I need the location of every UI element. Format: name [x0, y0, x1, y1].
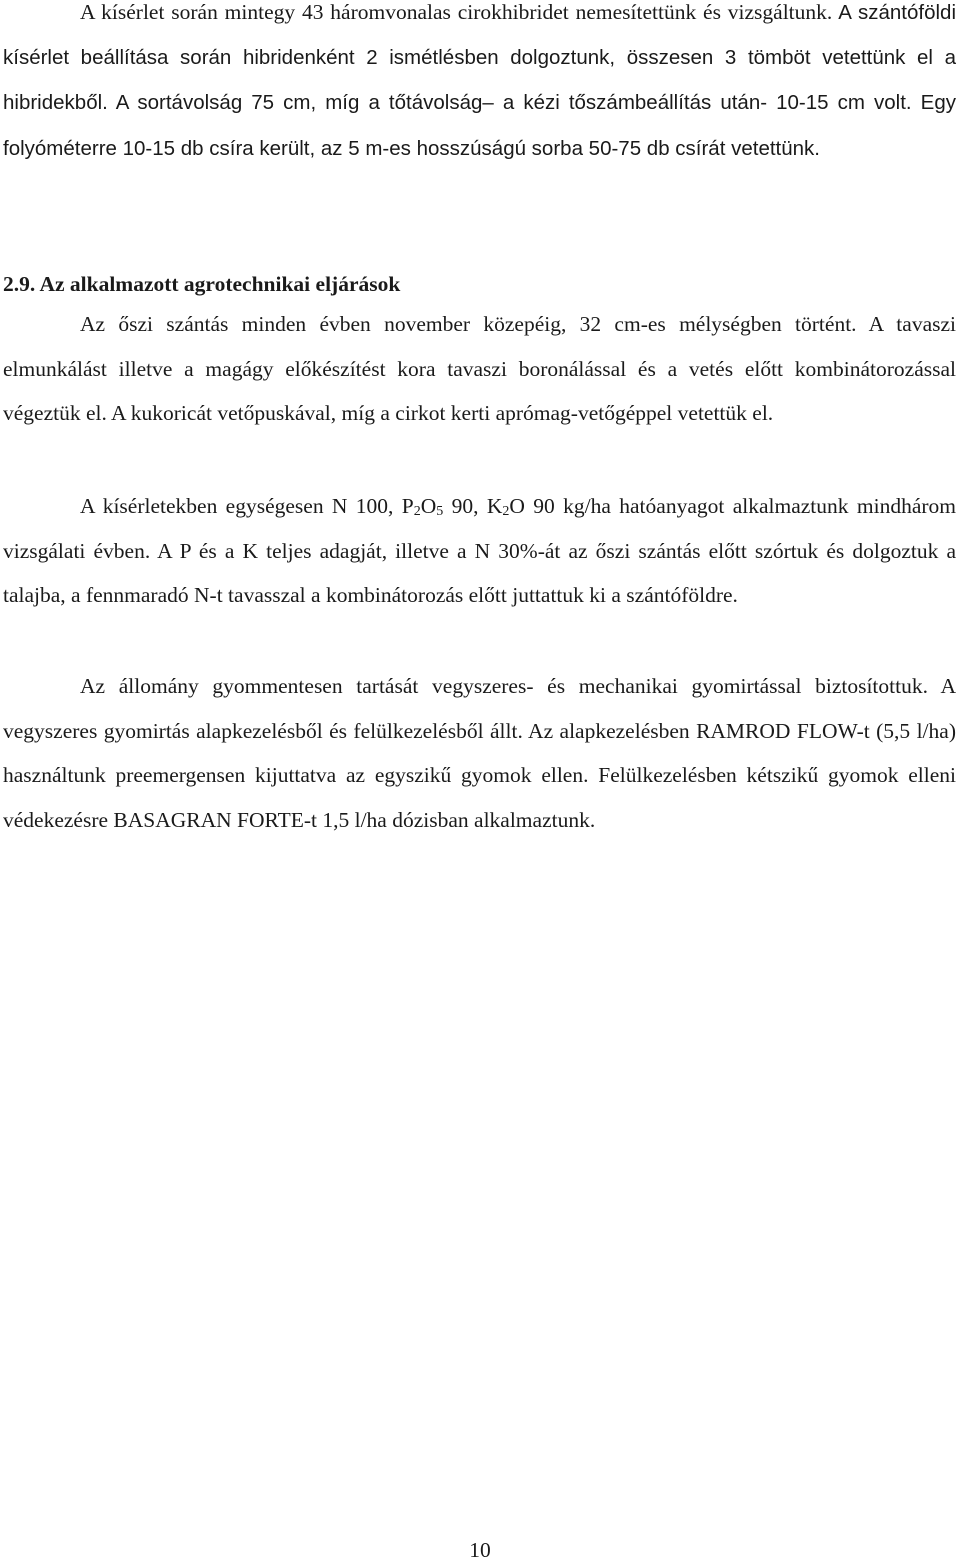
paragraph-trial-setup-lead: A kísérlet során mintegy 43 háromvonalas cirokhibridet nemesítettünk és vizsgáltunk. [80, 0, 833, 24]
fertilization-text-end: O 90 kg/ha hatóanyagot alkalmaztunk mindhárom vizsgálati évben. A P és a K teljes adagját, illetve a N 30%-át az őszi szántás előtt szórtuk és dolgoztuk a talajba, a fennmaradó N-t tavasszal a kombinátorozás előtt juttattuk ki a szántóföldre. [3, 494, 956, 608]
p-subscript: 2 [413, 504, 421, 519]
fertilization-text-mid: 90, K [443, 494, 503, 518]
oxygen-letter: O [420, 494, 437, 518]
paragraph-trial-setup-body: A szántóföldi kísérlet beállítása során hibridenként 2 ismétlésben dolgoztunk, összesen 3 tömböt vetettünk el a hibridekből. A sortávolság 75 cm, míg a tőtávolság– a kézi tőszámbeállítás után- 10-15 cm volt. Egy folyóméterre 10-15 db csíra került, az 5 m-es hosszúságú sorba 50-75 db csírát vetettünk. [3, 1, 956, 160]
paragraph-weed-control: Az állomány gyommentesen tartását vegyszeres- és mechanikai gyomirtással biztosítottuk. A vegyszeres gyomirtás alapkezelésből és felülkezelésből állt. Az alapkezelésben RAMROD FLOW-t (5,5 l/ha) használtunk preemergensen kijuttatva az egyszikű gyomok ellen. Felülkezelésben kétszikű gyomok elleni védekezésre BASAGRAN FORTE-t 1,5 l/ha dózisban alkalmaztunk. [3, 674, 956, 832]
paragraph-tillage: Az őszi szántás minden évben november közepéig, 32 cm-es mélységben történt. A tavaszi elmunkálást illetve a magágy előkészítést kora tavaszi boronálással és a vetés előtt kombinátorozással végeztük el. A kukoricát vetőpuskával, míg a cirkot kerti aprómag-vetőgéppel vetettük el. [3, 312, 956, 426]
section-heading: 2.9. Az alkalmazott agrotechnikai eljárások [3, 272, 401, 296]
k-subscript: 2 [502, 504, 510, 519]
o-subscript: 5 [436, 504, 444, 519]
fertilization-text-start: A kísérletekben egységesen N 100, P [80, 494, 414, 518]
paragraph-trial-setup [3, 0, 956, 171]
paragraph-fertilization [3, 484, 956, 618]
page-number: 10 [469, 1538, 491, 1562]
